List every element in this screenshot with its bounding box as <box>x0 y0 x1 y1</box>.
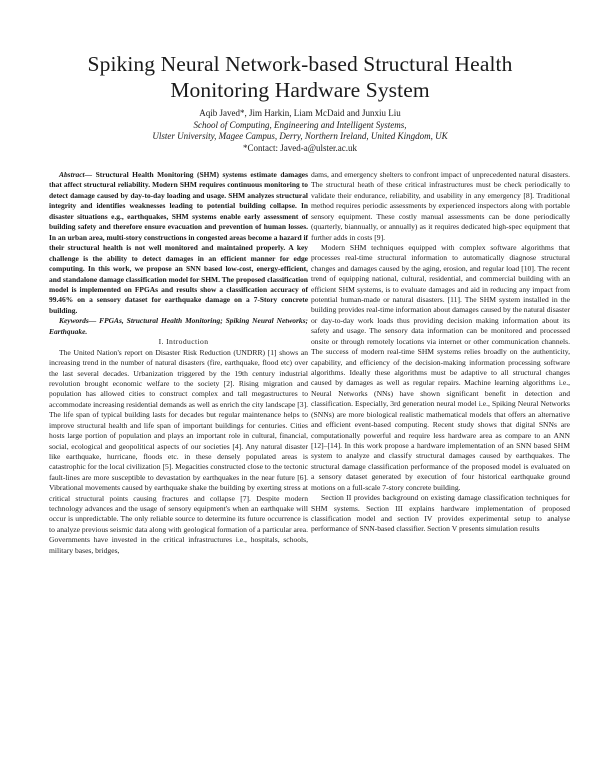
left-column <box>49 170 308 556</box>
title-line-2: Monitoring Hardware System <box>170 78 430 102</box>
intro-paragraph-4: Section II provides background on existing damage classification techniques for SHM systems. Section III explains hardware implementation of proposed classification model and section IV provides experimental setup to analyse performance of SNN-based classifier. Section V presents simulation results <box>311 493 570 534</box>
author-names: Aqib Javed*, Jim Harkin, Liam McDaid and Junxiu Liu <box>199 108 401 118</box>
author-university: Ulster University, Magee Campus, Derry, Northern Ireland, United Kingdom, UK <box>152 131 448 141</box>
keywords: Keywords— FPGAs, Structural Health Monitoring; Spiking Neural Networks; Earthquake. <box>49 316 308 336</box>
abstract-lead: Abstract— <box>59 170 93 179</box>
paper-title <box>30 51 570 103</box>
intro-paragraph-2: dams, and emergency shelters to confront impact of unprecedented natural disasters. The structural heath of these critical infrastructures must be check periodically to validate their endurance, reliability, and usability in any emergency [8]. Traditional method requires periodic assessments by experienced inspectors along with portable sensory equipment. These costly manual assessments can be done periodically (quarterly, biannually, or annually) as it requires dedicated high-spec equipment that further adds in costs [9]. <box>311 170 570 242</box>
right-column <box>311 170 570 535</box>
intro-paragraph-3: Modern SHM techniques equipped with complex software algorithms that processes real-time structural information to automatically diagnose structural changes and damages caused by the aging, erosion, and regular load [10]. The recent trend of equipping national, cultural, residential, and commercial building with an efficient SHM systems, is to evaluate damages and aid in reducing any impact from potential human-made or natural disasters. [11]. The SHM system installed in the building provides real-time information about damages caused by the natural disaster or day-to-day work loads thus providing decision making information about its safety and usage. The sensory data information can be monitored and processed onsite or through remotely locations via internet or other communication channels. The success of modern real-time SHM systems relies broadly on the authenticity, capability, and efficiency of the decision-making information processing software algorithms. Ideally these algorithms must be adaptive to all structural changes caused by damages as well as regular repairs. Machine learning algorithms i.e., Neural Networks (NNs) have shown significant benefit in detection and classification. Especially, 3rd generation neural model i.e., Spiking Neural Networks (SNNs) are more biological realistic mathematical models that offers an alternative and efficient event-based computing. Recent study shows that digital SNNs are computationally powerful and require less hardware area as compare to an ANN [12]–[14]. In this work propose a hardware implementation of an SNN based SHM system to analyze and classify structural damages caused by earthquakes. The structural damage classification performance of the proposed model is evaluated on a sensory dataset generated by execution of four historical earthquake ground motions on a full-scale 7-story concrete building. <box>311 242 570 492</box>
abstract-text: Structural Health Monitoring (SHM) systems estimate damages that affect structural reliability. Modern SHM requires continuous monitoring to detect damage caused by day-to-day loading and usage. SHM analyzes structural integrity and identifies weaknesses leading to potential building collapse. In disaster situations e.g., earthquakes, SHM systems enable early assessment of building safety and therefore ensure evacuation and prevention of human losses. In an urban area, multi-story constructions in congested areas become a hazard if their structural health is not well monitored and maintained properly. A key challenge is the ability to detect damages in an efficient manner for edge computing. In this work, we propose an SNN based low-cost, energy-efficient, and standalone damage classification model for SHM. The proposed classification model is implemented on FPGAs and results show a classification accuracy of 99.46% on a sensory dataset for earthquake damage on a 7-Story concrete building. <box>49 170 308 315</box>
intro-paragraph-1: The United Nation's report on Disaster Risk Reduction (UNDRR) [1] shows an increasing trend in the number of natural disasters (fire, earthquake, flood etc) over the last several decades. Urbanization triggered by the 19th century industrial revolution brought economic welfare to the society [2]. Rising migration and population has allowed cities to construct complex and tall megastructures to accommodate increasing residential demands as well as enrich the city landscape [3]. The life span of typical building lasts for decades but regular maintenance helps to improve structural health and life span of important buildings for centuries. Cities hosts large portion of population and plays an important role in cultural, financial, social, ecological and geopolitical aspects of our societies [4]. Any natural disaster like earthquake, hurricane, floods etc. in these densely populated areas is catastrophic for the local civilization [5]. Megacities constructed close to the tectonic fault-lines are more susceptible to devastation by earthquakes in the near future [6]. Vibrational movements caused by earthquake shake the building by exerting stress at critical structural points causing fractures and collapse [7]. Despite modern technology advances and the usage of sensory equipment's when an earthquake will occur is unpredictable. The only reliable source to determine its future occurrence is to analyze previous seismic data along with geological formation of a particular area. Governments have invested in the critical infrastructures i.e., hospitals, schools, military bases, bridges, <box>49 347 308 555</box>
abstract <box>49 170 308 316</box>
author-school: School of Computing, Engineering and Intelligent Systems, <box>193 119 407 130</box>
author-block <box>30 108 570 154</box>
author-contact: *Contact: Javed-a@ulster.ac.uk <box>242 142 357 153</box>
section-heading-introduction: I. Introduction <box>158 337 209 347</box>
title-line-1: Spiking Neural Network-based Structural Health <box>87 52 513 76</box>
